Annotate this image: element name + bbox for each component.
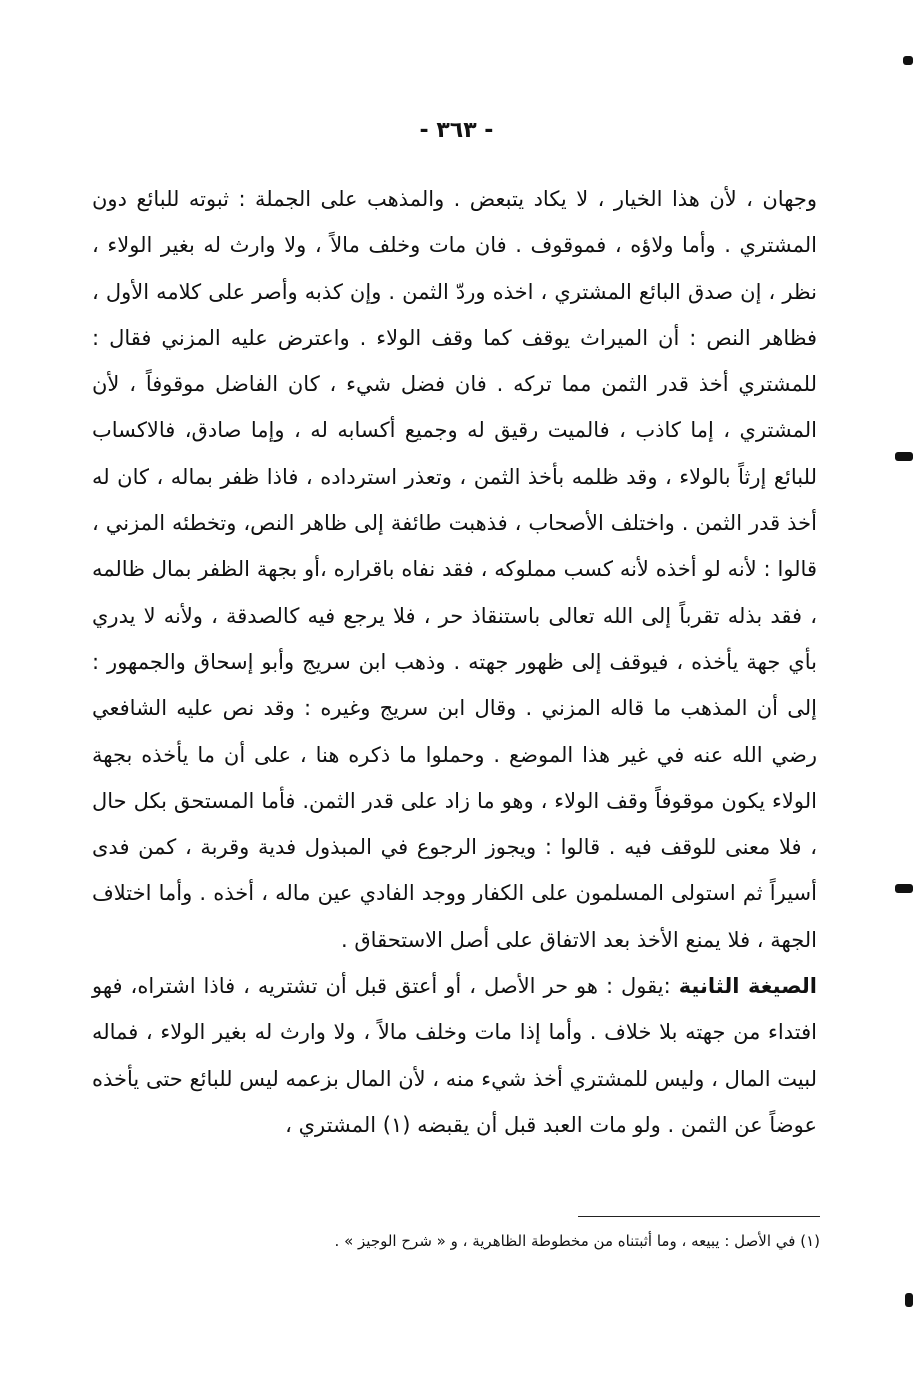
body-text: [92, 176, 817, 1148]
scan-edge-mark: [895, 884, 913, 893]
section-text: :يقول : هو حر الأصل ، أو أعتق قبل أن تشتريه ، فاذا اشتراه، فهو افتداء من جهته بلا خلاف . وأما إذا مات وخلف مالاً ، ولا وارث له بغير الولاء ، فماله لبيت المال ، وليس للمشتري أخذ شيء منه ، لأن المال بزعمه ليس للبائع حتى يأخذه عوضاً عن الثمن . ولو مات العبد قبل أن يقبضه (١) المشتري ،: [92, 974, 817, 1137]
page-number: - ٣٦٣ -: [419, 118, 494, 143]
scan-edge-mark: [895, 452, 913, 461]
scan-edge-mark: [903, 56, 913, 65]
footnote: (١) في الأصل : يبيعه ، وما أثبتناه من مخطوطة الظاهرية ، و « شرح الوجيز » .: [334, 1232, 820, 1250]
footnote-divider: [578, 1216, 820, 1217]
section-paragraph: [92, 963, 817, 1148]
section-heading: الصيغة الثانية: [678, 974, 817, 999]
scan-edge-mark: [905, 1293, 913, 1307]
paragraph: وجهان ، لأن هذا الخيار ، لا يكاد يتبعض . والمذهب على الجملة : ثبوته للبائع دون المشتري . وأما ولاؤه ، فموقوف . فان مات وخلف مالاً ، ولا وارث له بغير الولاء ، نظر ، إن صدق البائع المشتري ، اخذه وردّ الثمن . وإن كذبه وأصر على كلامه الأول ، فظاهر النص : أن الميراث يوقف كما وقف الولاء . واعترض عليه المزني فقال : للمشتري أخذ قدر الثمن مما تركه . فان فضل شيء ، كان الفاضل موقوفاً ، لأن المشتري ، إما كاذب ، فالميت رقيق له وجميع أكسابه له ، وإما صادق، فالاكساب للبائع إرثاً بالولاء ، وقد ظلمه بأخذ الثمن ، وتعذر استرداده ، فاذا ظفر بماله ، كان له أخذ قدر الثمن . واختلف الأصحاب ، فذهبت طائفة إلى ظاهر النص، وتخطئه المزني ، قالوا : لأنه لو أخذه لأنه كسب مملوكه ، فقد نفاه باقراره ،أو بجهة الظفر بمال ظالمه ، فقد بذله تقرباً إلى الله تعالى باستنقاذ حر ، فلا يرجع فيه كالصدقة ، ولأنه لا يدري بأي جهة يأخذه ، فيوقف إلى ظهور جهته . وذهب ابن سريج وأبو إسحاق والجمهور : إلى أن المذهب ما قاله المزني . وقال ابن سريج وغيره : وقد نص عليه الشافعي رضي الله عنه في غير هذا الموضع . وحملوا ما ذكره هنا ، على أن ما يأخذه بجهة الولاء يكون موقوفاً وقف الولاء ، وهو ما زاد على قدر الثمن. فأما المستحق بكل حال ، فلا معنى للوقف فيه . قالوا : ويجوز الرجوع في المبذول فدية وقربة ، كمن فدى أسيراً ثم استولى المسلمون على الكفار ووجد الفادي عين ماله ، أخذه . وأما اختلاف الجهة ، فلا يمنع الأخذ بعد الاتفاق على أصل الاستحقاق .: [92, 187, 817, 952]
